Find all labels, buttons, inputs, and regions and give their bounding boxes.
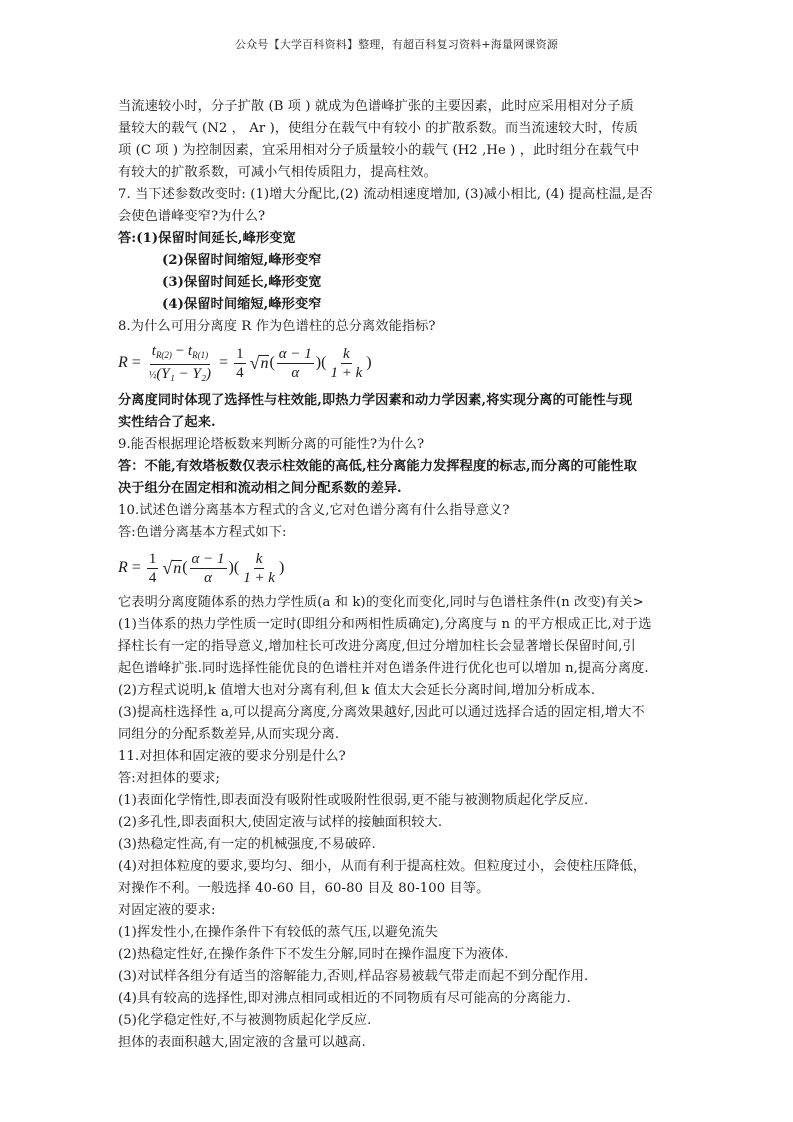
- formula-fraction-quarter: [147, 550, 159, 587]
- list-item: (3)热稳定性高,有一定的机械强度,不易破碎.: [118, 837, 376, 852]
- fraction-denominator: [147, 365, 213, 385]
- list-item: (1)表面化学惰性,即表面没有吸附性或吸附性很弱,更不能与被测物质起化学反应.: [118, 793, 589, 808]
- fraction-denominator: 4: [148, 569, 157, 586]
- paren: (: [321, 354, 327, 371]
- paren: (: [182, 559, 188, 576]
- text-line: 它表明分离度随体系的热力学性质(a 和 k)的变化而变化,同时与色谱柱条件(n 改变)有关>: [118, 595, 644, 610]
- answer-line: (4)保留时间缩短,峰形变窄: [162, 297, 322, 312]
- text-line: (1)当体系的热力学性质一定时(即组分和两相性质确定),分离度与 n 的平方根成正比,对于选: [118, 617, 652, 632]
- text-line: (3)提高柱选择性 a,可以提高分离度,分离效果越好,因此可以通过选择合适的固定相,增大不: [118, 705, 645, 720]
- list-item: (2)多孔性,即表面积大,使固定液与试样的接触面积较大.: [118, 815, 443, 830]
- closing-line: 担体的表面积越大,固定液的含量可以越高.: [118, 1035, 366, 1050]
- sqrt-variable: n: [260, 355, 269, 372]
- question-10: [118, 500, 682, 746]
- section-intro: 对固定液的要求:: [118, 903, 216, 918]
- formula-fraction-alpha: [190, 550, 227, 587]
- list-item: (4)具有较高的选择性,即对沸点相同或相近的不同物质有尽可能高的分离能力.: [118, 991, 571, 1006]
- text-line: 起色谱峰扩张.同时选择性能优良的色谱柱并对色谱条件进行优化也可以增加 n,提高分离度.: [118, 661, 649, 676]
- fraction-numerator: k: [255, 550, 263, 567]
- paren: ): [278, 559, 285, 576]
- fraction-numerator: 1: [236, 345, 244, 362]
- list-item: (4)对担体粒度的要求,要均匀、细小，从而有利于提高柱效。但粒度过小，会使柱压降低，: [118, 859, 647, 874]
- answer-line: 决于组分在固定相和流动相之间分配系数的差异.: [118, 481, 402, 496]
- sqrt-variable: n: [173, 560, 182, 577]
- formula-fraction-alpha: [277, 345, 314, 382]
- paren: (: [269, 354, 275, 371]
- peak-width-term: (Y₁ − Y₂): [156, 365, 212, 382]
- fraction-numerator: [150, 342, 210, 365]
- formula-fraction-quarter: [234, 345, 246, 382]
- paren: ): [315, 354, 322, 371]
- formula-fraction-retention: [147, 342, 213, 385]
- answer-line: 实性结合了起来.: [118, 415, 216, 430]
- text-line: 同组分的分配系数差异,从而实现分离.: [118, 727, 340, 742]
- question-text: 8.为什么可用分离度 R 作为色谱柱的总分离效能指标?: [118, 319, 436, 334]
- half-symbol: ½: [148, 369, 157, 381]
- fraction-denominator: 4: [236, 364, 244, 381]
- formula-equals: =: [131, 354, 141, 371]
- answer-line: 分离度同时体现了选择性与柱效能,即热力学因素和动力学因素,将实现分离的可能性与现: [118, 393, 633, 408]
- text-line: 有较大的扩散系数，可减小气相传质阻力，提高柱效。: [118, 165, 437, 180]
- question-11: [118, 746, 682, 1054]
- symbol-t: t: [151, 342, 156, 359]
- question-text: 9.能否根据理论塔板数来判断分离的可能性?为什么?: [118, 437, 425, 452]
- document-page: [118, 96, 682, 1054]
- text-line: 量较大的载气 (N2 ， Ar )，使组分在载气中有较小 的扩散系数。而当流速较大时，传质: [118, 121, 638, 136]
- subscript: R(1): [192, 349, 209, 360]
- formula-lhs: R: [118, 559, 128, 576]
- answer-line: 答：不能,有效塔板数仅表示柱效能的高低,柱分离能力发挥程度的标志,而分离的可能性取: [118, 459, 637, 474]
- list-item: (5)化学稳定性好,不与被测物质起化学反应.: [118, 1013, 372, 1028]
- question-text: 7. 当下述参数改变时: (1)增大分配比,(2) 流动相速度增加, (3)减小相比, (4) 提高柱温,是否: [118, 187, 653, 202]
- subscript: R(2): [155, 349, 172, 360]
- formula-fraction-k: [328, 345, 364, 382]
- fraction-denominator: 1 + k: [330, 364, 363, 381]
- fraction-numerator: α − 1: [278, 345, 312, 362]
- answer-intro: 答:对担体的要求;: [118, 771, 221, 786]
- list-item: (2)热稳定性好,在操作条件下不发生分解,同时在操作温度下为液体.: [118, 947, 509, 962]
- formula-fraction-k: [241, 550, 277, 587]
- answer-line: (3)保留时间延长,峰形变宽: [162, 275, 322, 290]
- text-line: 当流速较小时，分子扩散 (B 项 ) 就成为色谱峰扩张的主要因素，此时应采用相对分子质: [118, 99, 634, 114]
- basic-separation-equation: [118, 546, 682, 590]
- question-9: [118, 434, 682, 500]
- resolution-formula: [118, 340, 682, 386]
- radical-sign-icon: √: [249, 353, 260, 373]
- text-line: (2)方程式说明,k 值增大也对分离有利,但 k 值太大会延长分离时间,增加分析成本.: [118, 683, 596, 698]
- paren: ): [366, 354, 372, 371]
- symbol-t: t: [187, 342, 193, 359]
- fraction-denominator: α: [291, 364, 300, 381]
- fraction-denominator: α: [204, 569, 212, 586]
- question-8: [118, 316, 682, 434]
- formula-equals: =: [131, 559, 141, 576]
- intro-paragraph: [118, 96, 682, 184]
- sqrt-term: [250, 354, 270, 372]
- list-item: (3)对试样各组分有适当的溶解能力,否则,样品容易被载气带走而起不到分配作用.: [118, 969, 589, 984]
- answer-intro: 答:色谱分离基本方程式如下:: [118, 525, 287, 540]
- answer-line: (2)保留时间缩短,峰形变窄: [162, 253, 322, 268]
- list-item: 对操作不利。一般选择 40-60 目，60-80 目及 80-100 目等。: [118, 881, 490, 896]
- list-item: (1)挥发性小,在操作条件下有较低的蒸气压,以避免流失: [118, 925, 438, 940]
- question-text: 10.试述色谱分离基本方程式的含义,它对色谱分离有什么指导意义?: [118, 503, 510, 518]
- page-header-watermark: 公众号【大学百科资料】整理，有超百科复习资料+海量网课资源: [234, 38, 558, 51]
- paren: (: [233, 559, 240, 576]
- paren: ): [228, 559, 234, 576]
- question-text: 11.对担体和固定液的要求分别是什么?: [118, 749, 346, 764]
- fraction-numerator: k: [343, 345, 350, 362]
- text-line: 项 (C 项 ) 为控制因素，宜采用相对分子质量较小的载气 (H2 ,He ) ，此时组分在载气中: [118, 143, 640, 158]
- fraction-denominator: 1 + k: [243, 569, 275, 586]
- sqrt-term: [162, 559, 182, 577]
- minus-sign: −: [171, 342, 188, 359]
- formula-equals: =: [219, 354, 229, 371]
- formula-lhs: R: [118, 354, 128, 371]
- fraction-numerator: α − 1: [191, 550, 225, 567]
- fraction-numerator: 1: [148, 550, 157, 567]
- question-text: 会使色谱峰变窄?为什么?: [118, 209, 266, 224]
- text-line: 择柱长有一定的指导意义,增加柱长可改进分离度,但过分增加柱长会显著增长保留时间,引: [118, 639, 636, 654]
- question-7: [118, 184, 682, 316]
- radical-sign-icon: √: [162, 558, 173, 578]
- answer-line: 答:(1)保留时间延长,峰形变宽: [118, 231, 296, 246]
